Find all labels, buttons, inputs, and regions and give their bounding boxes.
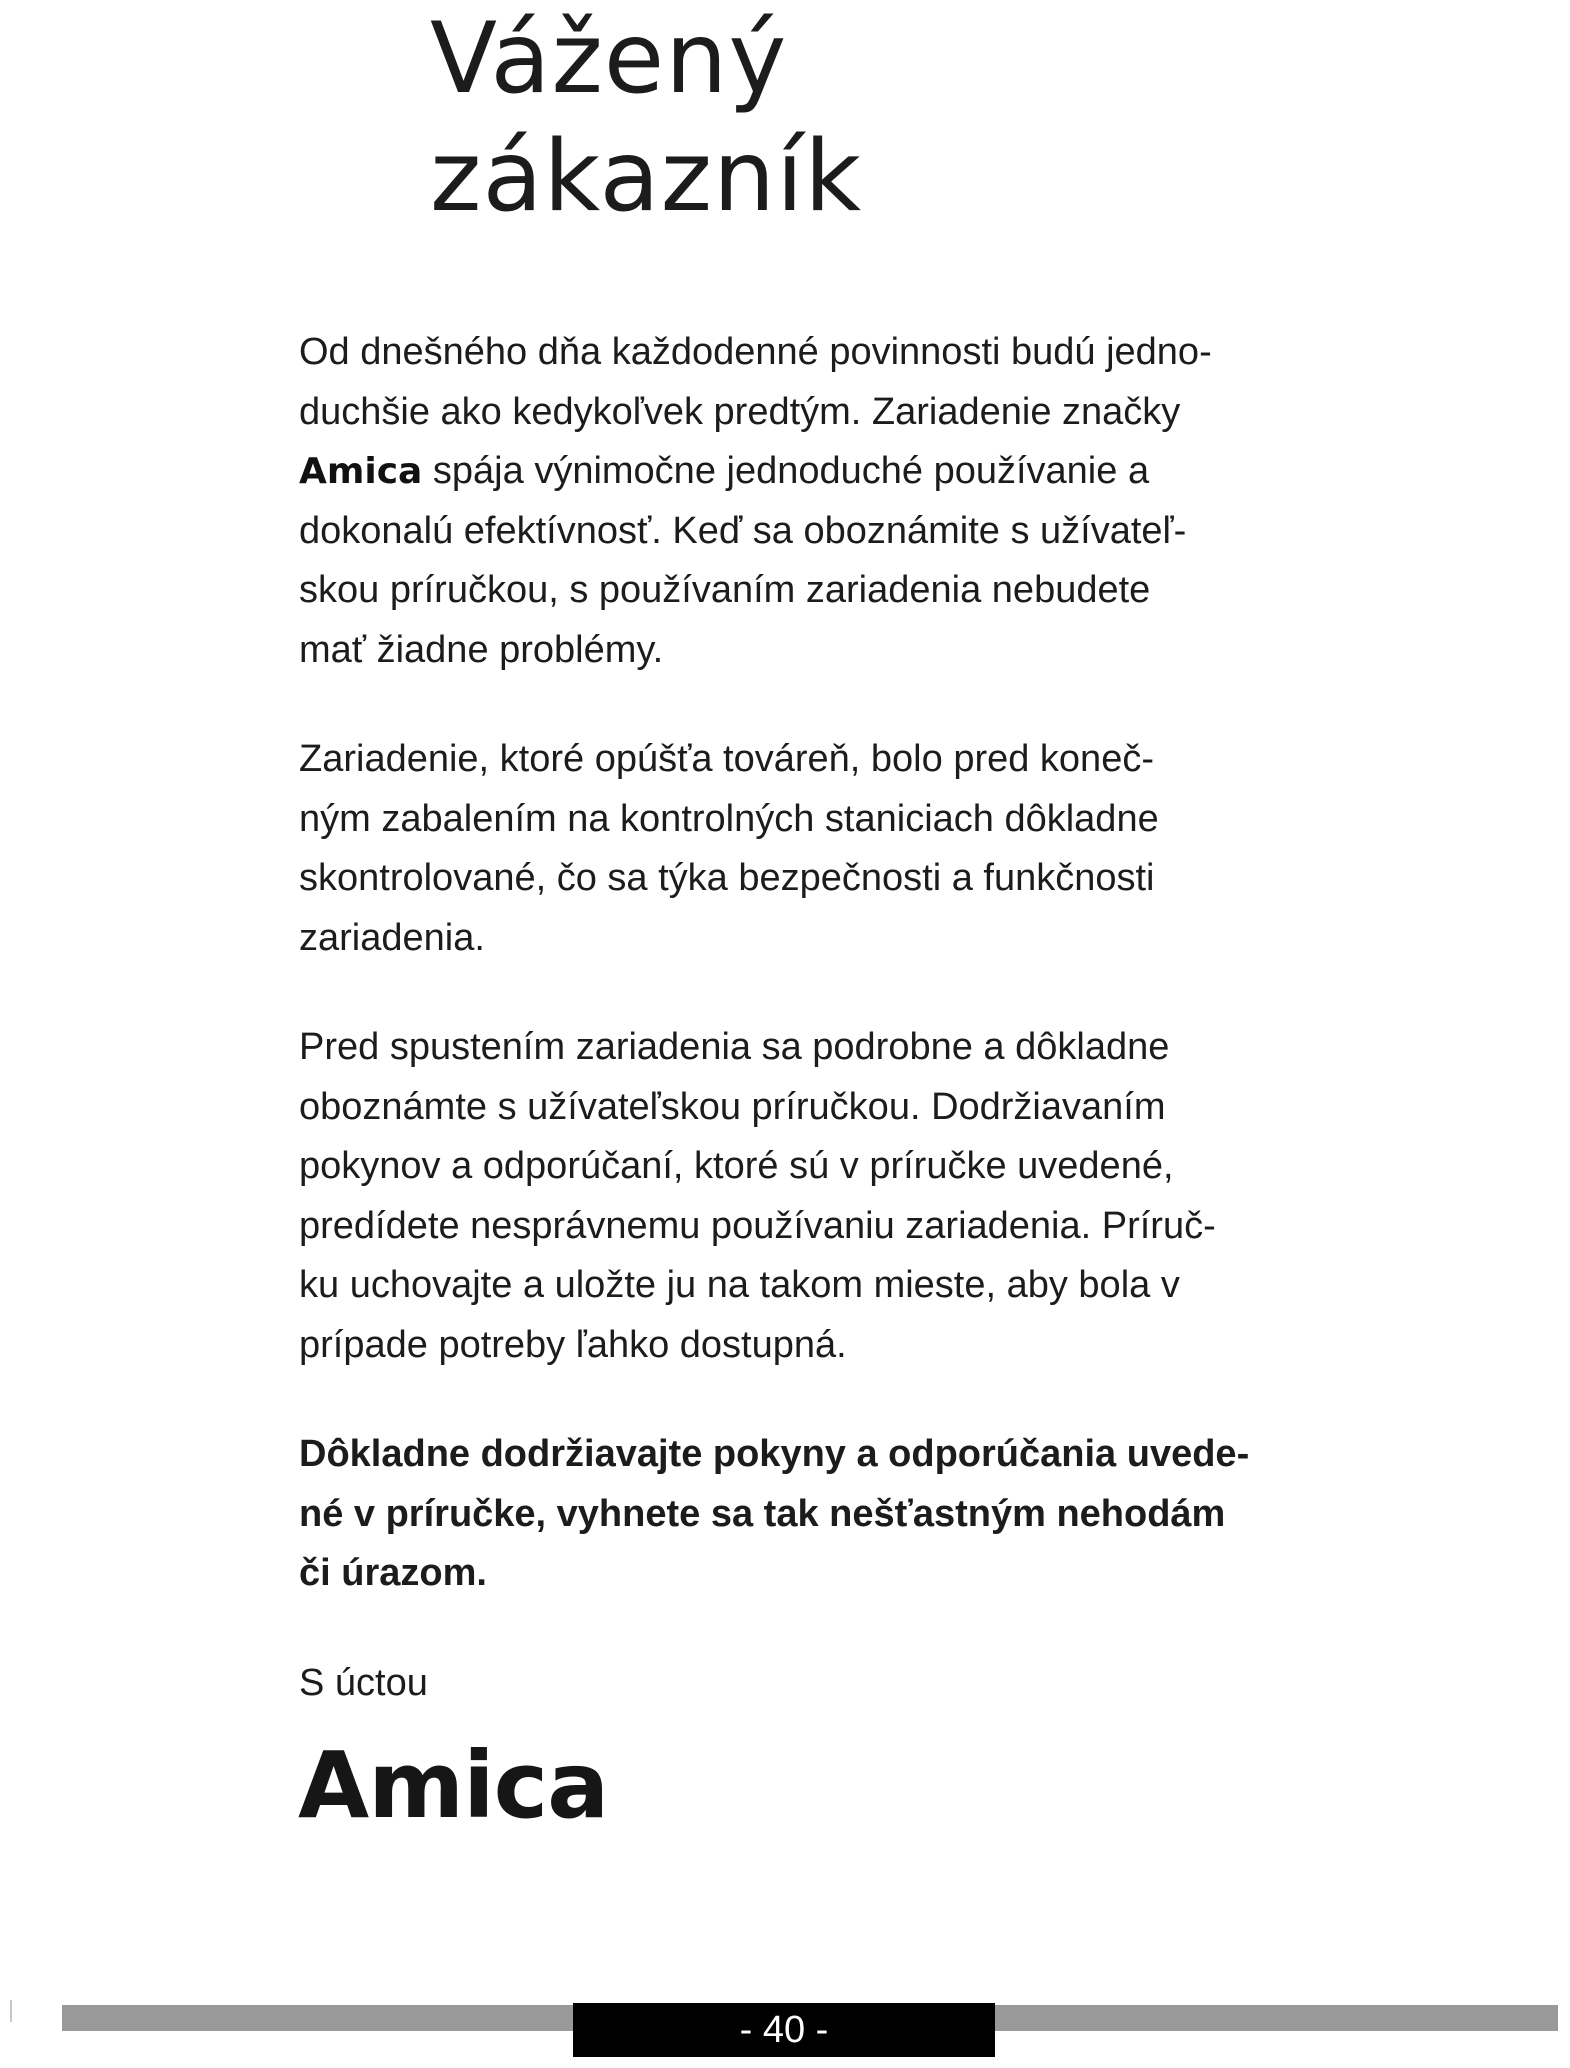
page-title [430,0,862,236]
text-line: mať žiadne problémy. [299,628,664,671]
text-line: Pred spustením zariadenia sa podrobne a dôkladne [299,1026,1170,1068]
brand-name-inline: Amica [299,451,423,492]
text-line: Dôkladne dodržiavajte pokyny a odporúčania uvede- [299,1433,1250,1475]
text-line: prípade potreby ľahko dostupná. [299,1323,847,1366]
text-line: či úrazom. [299,1552,487,1594]
page-number: - 40 - [573,2003,995,2057]
text-fragment: spája výnimočne jednoduché používanie a [422,450,1150,492]
text-line: oboznámte s užívateľskou príručkou. Dodržiavaním [299,1085,1166,1128]
paragraph-quality-check [299,730,1299,968]
title-line-2: zákazník [430,120,863,234]
paragraph-intro [299,323,1299,680]
text-line: duchšie ako kedykoľvek predtým. Zariadenie značky [299,390,1181,433]
text-line: pokynov a odporúčaní, ktoré sú v príručke uvedené, [299,1145,1174,1187]
text-line: né v príručke, vyhnete sa tak nešťastným nehodám [299,1492,1226,1535]
title-line-1: Vážený [430,2,788,116]
text-line: Od dnešného dňa každodenné povinnosti budú jedno- [299,331,1212,373]
paragraph-warning-bold [299,1425,1299,1604]
text-line: skontrolované, čo sa týka bezpečnosti a funkčnosti [299,857,1155,899]
text-line: predídete nesprávnemu používaniu zariadenia. Príruč- [299,1204,1216,1247]
amica-logo: Amica [298,1732,609,1839]
text-line: skou príručkou, s používaním zariadenia nebudete [299,569,1151,611]
text-line: ným zabalením na kontrolných staniciach dôkladne [299,797,1159,840]
footer-tick-mark [10,2000,12,2022]
text-line: Zariadenie, ktoré opúšťa továreň, bolo pred koneč- [299,738,1154,780]
letter-body [299,323,1299,1763]
text-line [299,442,1299,502]
text-line: zariadenia. [299,916,485,959]
paragraph-read-manual [299,1018,1299,1375]
text-line: dokonalú efektívnosť. Keď sa oboznámite s užívateľ- [299,509,1187,552]
text-line: ku uchovajte a uložte ju na takom mieste, aby bola v [299,1264,1180,1306]
closing-salutation: S úctou [299,1661,428,1704]
